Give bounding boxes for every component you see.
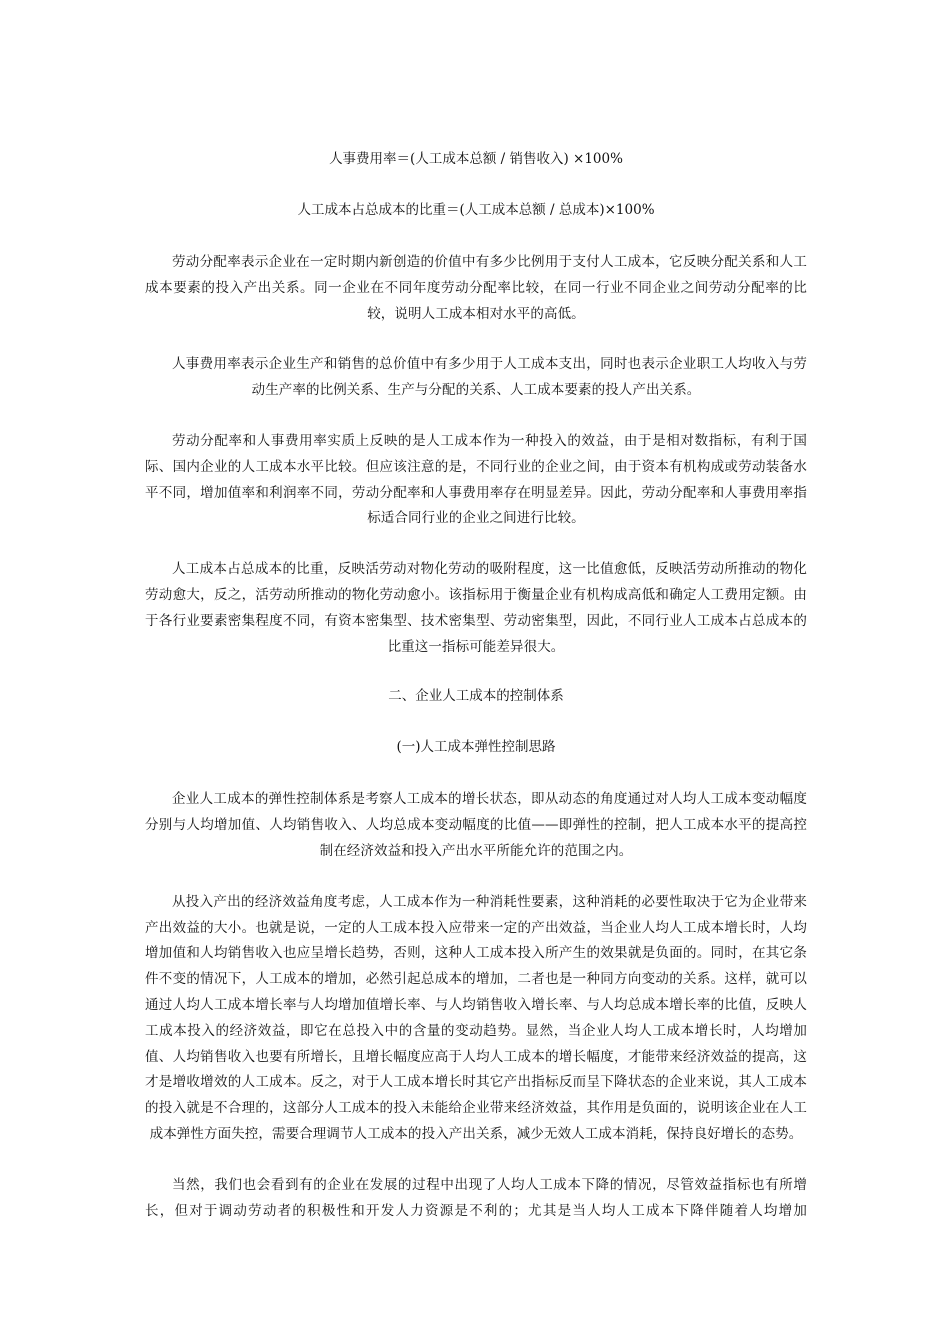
subsection-heading: (一)人工成本弹性控制思路 xyxy=(396,739,556,756)
paragraph-labor-distribution-rate: 劳动分配率表示企业在一定时期内新创造的价值中有多少比例用于支付人工成本，它反映分配关系和人工成本要素的投入产出关系。同一企业在不同年度劳动分配率比较，在同一行业不同企业之间劳动分配率的比较，说明人工成本相对水平的高低。 xyxy=(145,254,807,322)
section-heading: 二、企业人工成本的控制体系 xyxy=(388,688,564,705)
paragraph-personnel-expense-rate: 人事费用率表示企业生产和销售的总价值中有多少用于人工成本支出，同时也表示企业职工人均收入与劳动生产率的比例关系、生产与分配的关系、人工成本要素的投人产出关系。 xyxy=(172,356,807,399)
paragraph-elastic-control: 企业人工成本的弹性控制体系是考察人工成本的增长状态，即从动态的角度通过对人均人工成本变动幅度分别与人均增加值、人均销售收入、人均总成本变动幅度的比值——即弹性的控制，把人工成本水平的提高控制在经济效益和投入产出水平所能允许的范围之内。 xyxy=(145,791,807,859)
formula-personnel-expense-rate: 人事费用率＝(人工成本总额 / 销售收入) ×100% xyxy=(329,151,623,167)
paragraph-labor-cost-share: 人工成本占总成本的比重，反映活劳动对物化劳动的吸附程度，这一比值愈低，反映活劳动所推动的物化劳动愈大，反之，活劳动所推动的物化劳动愈小。该指标用于衡量企业有机构成高低和确定人工费用定额。由于各行业要素密集程度不同，有资本密集型、技术密集型、劳动密集型，因此，不同行业人工成本占总成本的比重这一指标可能差异很大。 xyxy=(145,561,807,655)
paragraph-relative-indicators: 劳动分配率和人事费用率实质上反映的是人工成本作为一种投入的效益，由于是相对数指标，有利于国际、国内企业的人工成本水平比较。但应该注意的是，不同行业的企业之间，由于资本有机构成或劳动装备水平不同，增加值率和利润率不同，劳动分配率和人事费用率存在明显差异。因此，劳动分配率和人事费用率指标适合同行业的企业之间进行比较。 xyxy=(145,432,807,527)
paragraph-cost-decline: 当然，我们也会看到有的企业在发展的过程中出现了人均人工成本下降的情况，尽管效益指标也有所增长，但对于调动劳动者的积极性和开发人力资源是不利的；尤其是当人均人工成本下降伴随着人均增加 xyxy=(145,1176,807,1219)
paragraph-input-output-efficiency: 从投入产出的经济效益角度考虑，人工成本作为一种消耗性要素，这种消耗的必要性取决于它为企业带来产出效益的大小。也就是说，一定的人工成本投入应带来一定的产出效益，当企业人均人工成本增长时，人均增加值和人均销售收入也应呈增长趋势，否则，这种人工成本投入所产生的效果就是负面的。同时，在其它条件不变的情况下，人工成本的增加，必然引起总成本的增加，二者也是一种同方向变动的关系。这样，就可以通过人均人工成本增长率与人均增加值增长率、与人均销售收入增长率、与人均总成本增长率的比值，反映人工成本投入的经济效益，即它在总投入中的含量的变动趋势。显然，当企业人均人工成本增长时，人均增加值、人均销售收入也要有所增长，且增长幅度应高于人均人工成本的增长幅度，才能带来经济效益的提高，这才是增收增效的人工成本。反之，对于人工成本增长时其它产出指标反而呈下降状态的企业来说，其人工成本的投入就是不合理的，这部分人工成本的投入未能给企业带来经济效益，其作用是负面的，说明该企业在人工成本弹性方面失控，需要合理调节人工成本的投入产出关系，减少无效人工成本消耗，保持良好增长的态势。 xyxy=(145,893,807,1142)
formula-labor-cost-share: 人工成本占总成本的比重＝(人工成本总额 / 总成本)×100% xyxy=(297,202,655,218)
document-page xyxy=(145,148,807,1224)
